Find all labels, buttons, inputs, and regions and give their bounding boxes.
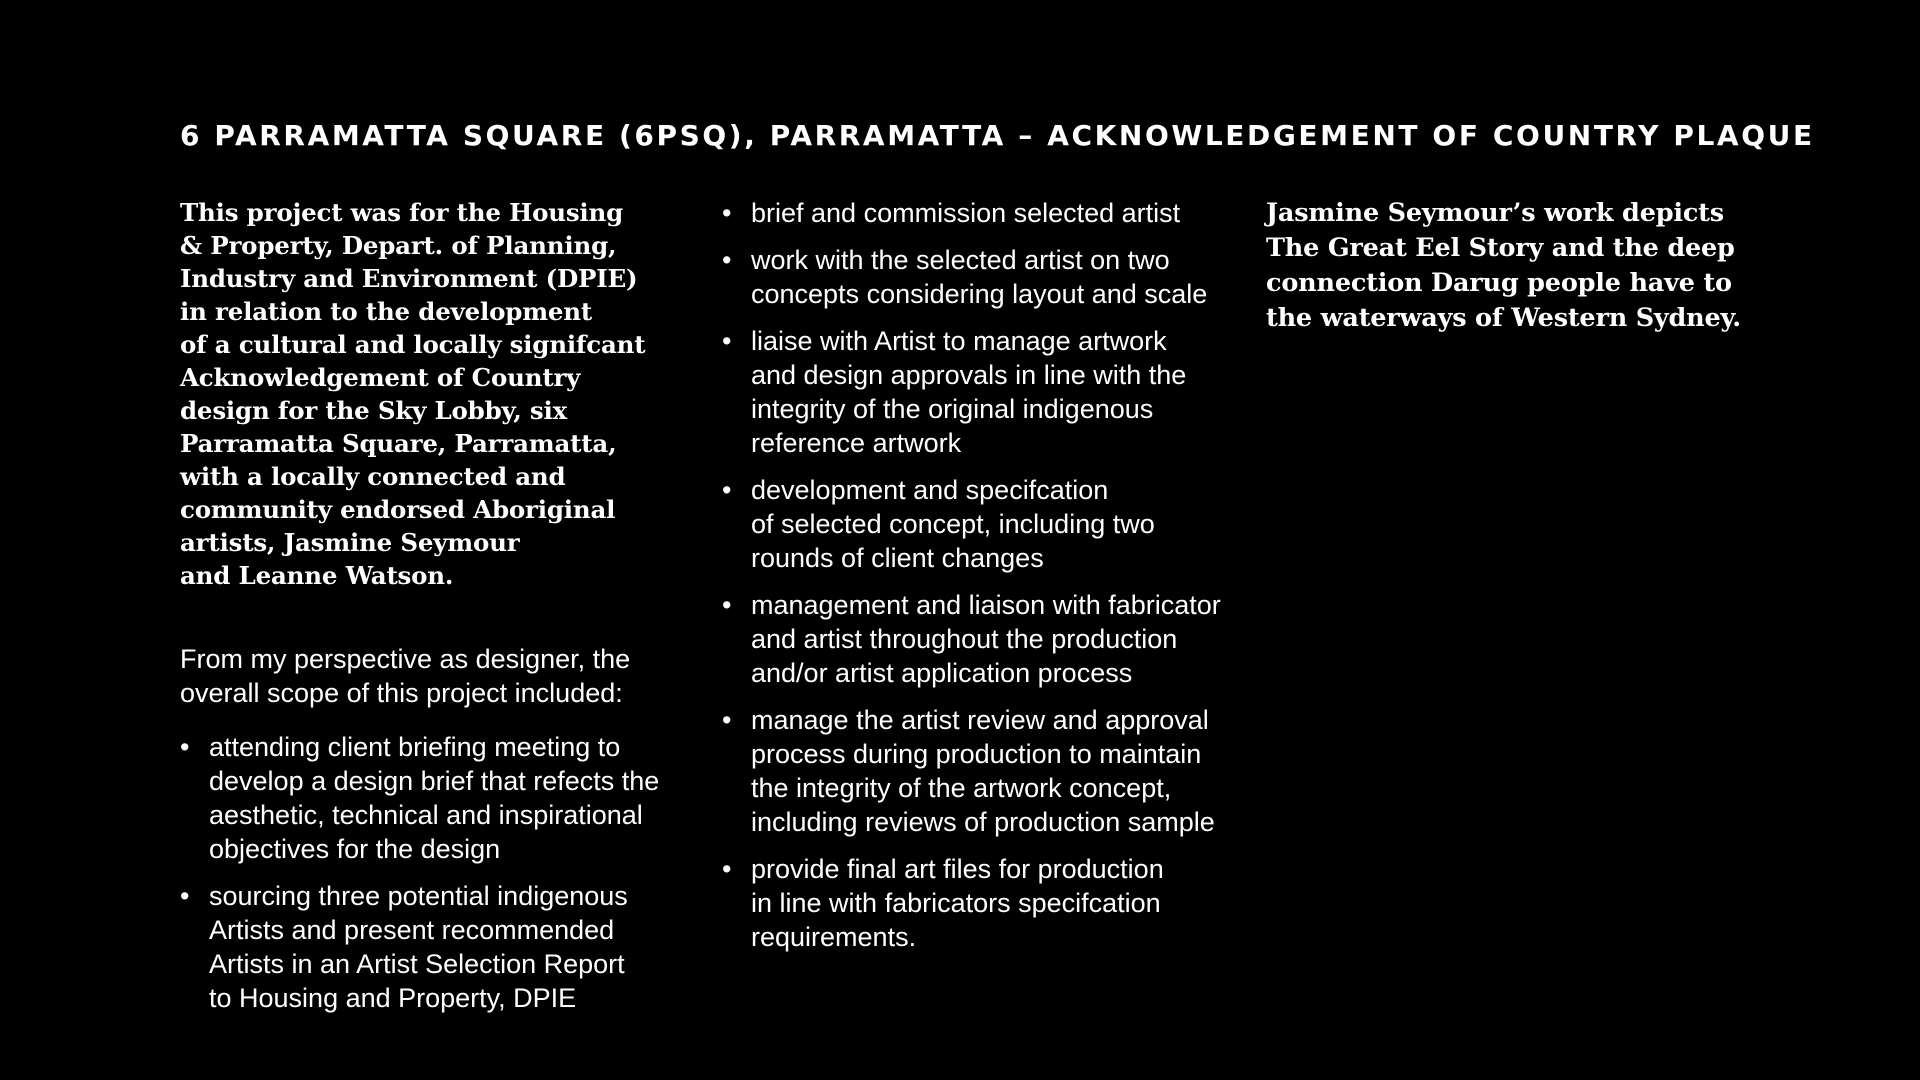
scope-statement <box>180 642 700 710</box>
page-title: 6 PARRAMATTA SQUARE (6PSQ), PARRAMATTA – ACKNOWLEDGEMENT OF COUNTRY PLAQUE <box>180 119 1815 152</box>
story-line: connection Darug people have to <box>1266 268 1732 298</box>
intro-line: with a locally connected and <box>180 462 566 491</box>
bullet-icon: • <box>722 326 732 356</box>
list-item-line: aesthetic, technical and inspirational <box>209 800 643 830</box>
list-item-line: the integrity of the artwork concept, <box>751 773 1172 803</box>
intro-line: community endorsed Aboriginal <box>180 495 616 524</box>
intro-line: in relation to the development <box>180 297 593 326</box>
column-project-intro <box>180 196 700 1028</box>
list-item-line: management and liaison with fabricator <box>751 590 1221 620</box>
list-item-line: to Housing and Property, DPIE <box>209 983 577 1013</box>
intro-line: design for the Sky Lobby, six <box>180 396 567 425</box>
list-item-line: manage the artist review and approval <box>751 705 1209 735</box>
artwork-story <box>1266 196 1826 336</box>
list-item <box>722 588 1262 690</box>
column-artwork-story <box>1266 196 1826 336</box>
list-item-line: concepts considering layout and scale <box>751 279 1208 309</box>
intro-line: This project was for the Housing <box>180 198 624 227</box>
list-item-line: and artist throughout the production <box>751 624 1178 654</box>
scope-list-part-2 <box>722 196 1262 954</box>
intro-line: of a cultural and locally signifcant <box>180 330 646 359</box>
scope-line: overall scope of this project included: <box>180 678 623 708</box>
list-item-line: Artists and present recommended <box>209 915 615 945</box>
bullet-icon: • <box>722 198 732 228</box>
list-item-line: in line with fabricators specifcation <box>751 888 1161 918</box>
list-item <box>180 730 700 866</box>
intro-line: artists, Jasmine Seymour <box>180 528 520 557</box>
list-item-line: reference artwork <box>751 428 962 458</box>
list-item-line: attending client briefing meeting to <box>209 732 621 762</box>
bullet-icon: • <box>722 854 732 884</box>
list-item-line: provide final art files for production <box>751 854 1164 884</box>
scope-list-part-1 <box>180 730 700 1015</box>
list-item <box>722 703 1262 839</box>
list-item-line: including reviews of production sample <box>751 807 1215 837</box>
list-item-line: brief and commission selected artist <box>751 198 1181 228</box>
list-item-line: objectives for the design <box>209 834 501 864</box>
list-item-line: develop a design brief that refects the <box>209 766 660 796</box>
list-item <box>722 852 1262 954</box>
list-item-line: rounds of client changes <box>751 543 1044 573</box>
intro-line: Acknowledgement of Country <box>180 363 581 392</box>
story-line: Jasmine Seymour’s work depicts <box>1266 198 1724 228</box>
list-item-line: work with the selected artist on two <box>751 245 1170 275</box>
list-item-line: liaise with Artist to manage artwork <box>751 326 1167 356</box>
story-line: The Great Eel Story and the deep <box>1266 233 1735 263</box>
list-item <box>722 243 1262 311</box>
bullet-icon: • <box>722 475 732 505</box>
list-item-line: and/or artist application process <box>751 658 1133 688</box>
list-item <box>722 196 1262 230</box>
list-item <box>722 473 1262 575</box>
bullet-icon: • <box>722 245 732 275</box>
list-item-line: process during production to maintain <box>751 739 1202 769</box>
project-intro <box>180 196 700 592</box>
intro-line: Parramatta Square, Parramatta, <box>180 429 617 458</box>
intro-line: & Property, Depart. of Planning, <box>180 231 617 260</box>
intro-line: and Leanne Watson. <box>180 561 454 590</box>
column-scope-list <box>722 196 1262 967</box>
list-item-line: sourcing three potential indigenous <box>209 881 628 911</box>
list-item-line: development and specifcation <box>751 475 1109 505</box>
bullet-icon: • <box>722 705 732 735</box>
list-item-line: and design approvals in line with the <box>751 360 1187 390</box>
list-item <box>180 879 700 1015</box>
list-item <box>722 324 1262 460</box>
scope-line: From my perspective as designer, the <box>180 644 631 674</box>
story-line: the waterways of Western Sydney. <box>1266 303 1741 333</box>
list-item-line: requirements. <box>751 922 917 952</box>
bullet-icon: • <box>180 881 190 911</box>
bullet-icon: • <box>180 732 190 762</box>
list-item-line: of selected concept, including two <box>751 509 1155 539</box>
list-item-line: Artists in an Artist Selection Report <box>209 949 625 979</box>
list-item-line: integrity of the original indigenous <box>751 394 1154 424</box>
bullet-icon: • <box>722 590 732 620</box>
intro-line: Industry and Environment (DPIE) <box>180 264 638 293</box>
